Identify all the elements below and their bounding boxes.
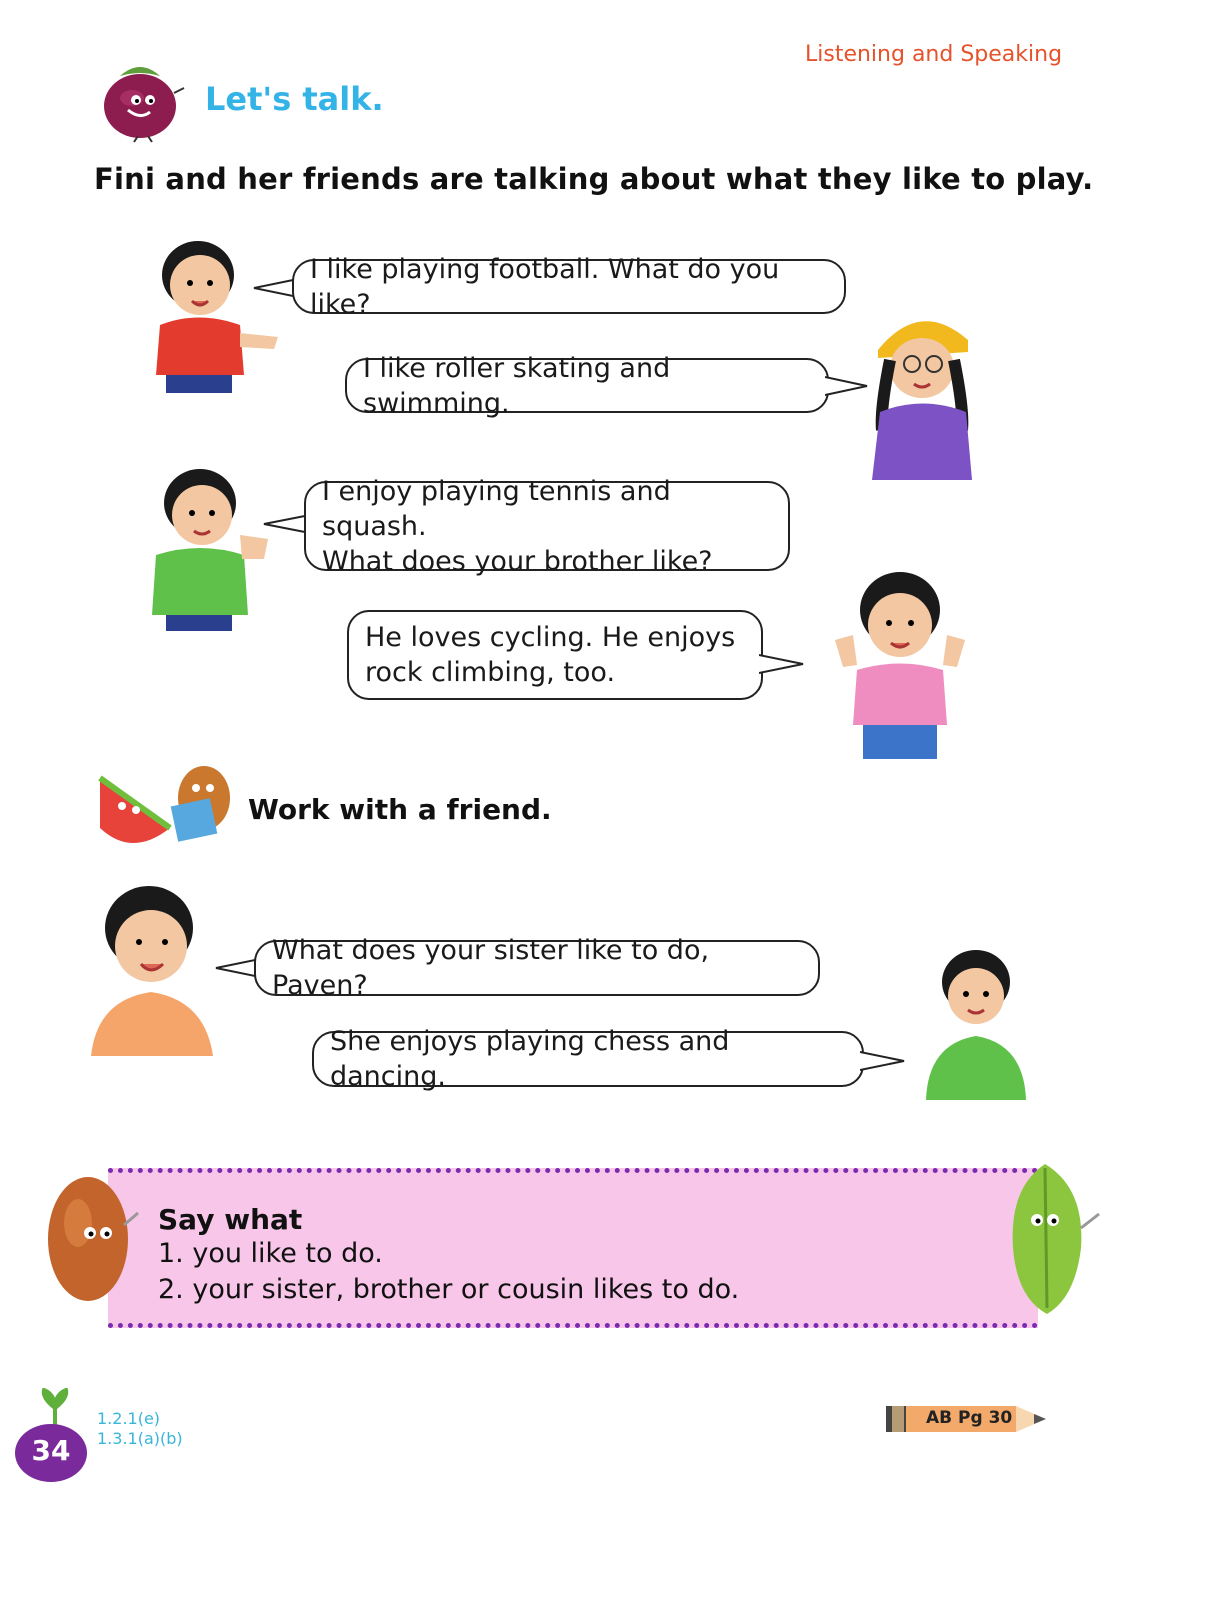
curriculum-code-2: 1.3.1(a)(b) [97, 1429, 183, 1448]
speech-bubble-5 [254, 935, 820, 1001]
speech-bubble-4 [347, 610, 763, 700]
page-number: 34 [31, 1434, 71, 1467]
bubble-1-text: I like playing football. What do you like? [310, 253, 780, 320]
speech-bubble-1 [292, 253, 846, 320]
bubble-2-text: I like roller skating and swimming. [363, 352, 671, 419]
instruction-text: Fini and her friends are talking about what they like to play. [94, 162, 1094, 196]
speech-bubble-6 [312, 1026, 864, 1092]
fruit-friends-icon [92, 758, 242, 850]
bubble-6-text: She enjoys playing chess and dancing. [330, 1026, 730, 1092]
mangosteen-mascot-icon [98, 48, 188, 143]
boy-red-shirt-icon [140, 225, 290, 400]
girl-helmet-icon [860, 300, 985, 495]
bubble-tail [825, 374, 869, 398]
bubble-4-line1: He loves cycling. He enjoys [365, 622, 736, 653]
boy-orange-shirt-icon [85, 880, 220, 1060]
bubble-tail [759, 652, 805, 676]
speech-bubble-3 [304, 475, 790, 577]
mango-mascot-icon [34, 1165, 144, 1315]
starfruit-mascot-icon [995, 1158, 1105, 1323]
work-title: Work with a friend. [248, 793, 552, 826]
leaf-icon [40, 1388, 70, 1428]
bubble-4-line2: rock climbing, too. [365, 657, 616, 688]
bubble-tail [262, 512, 310, 536]
say-what-title: Say what [158, 1203, 303, 1236]
activity-book-reference: AB Pg 30 [926, 1408, 1013, 1428]
girl-pink-shirt-icon [825, 565, 975, 765]
bubble-tail [860, 1049, 906, 1073]
section-label: Listening and Speaking [805, 42, 1063, 67]
bubble-3-line1: I enjoy playing tennis and squash. [322, 475, 671, 542]
boy-green-shirt-icon [140, 455, 280, 635]
say-item-1: 1. you like to do. [158, 1238, 383, 1269]
boy-green-shirt-right-icon [918, 940, 1033, 1105]
say-item-2: 2. your sister, brother or cousin likes to do. [158, 1274, 740, 1305]
bubble-3-line2: What does your brother like? [322, 545, 713, 577]
page-title: Let's talk. [205, 80, 384, 118]
curriculum-code-1: 1.2.1(e) [97, 1409, 161, 1428]
bubble-5-text: What does your sister like to do, Paven? [272, 935, 710, 1001]
speech-bubble-2 [345, 352, 829, 419]
